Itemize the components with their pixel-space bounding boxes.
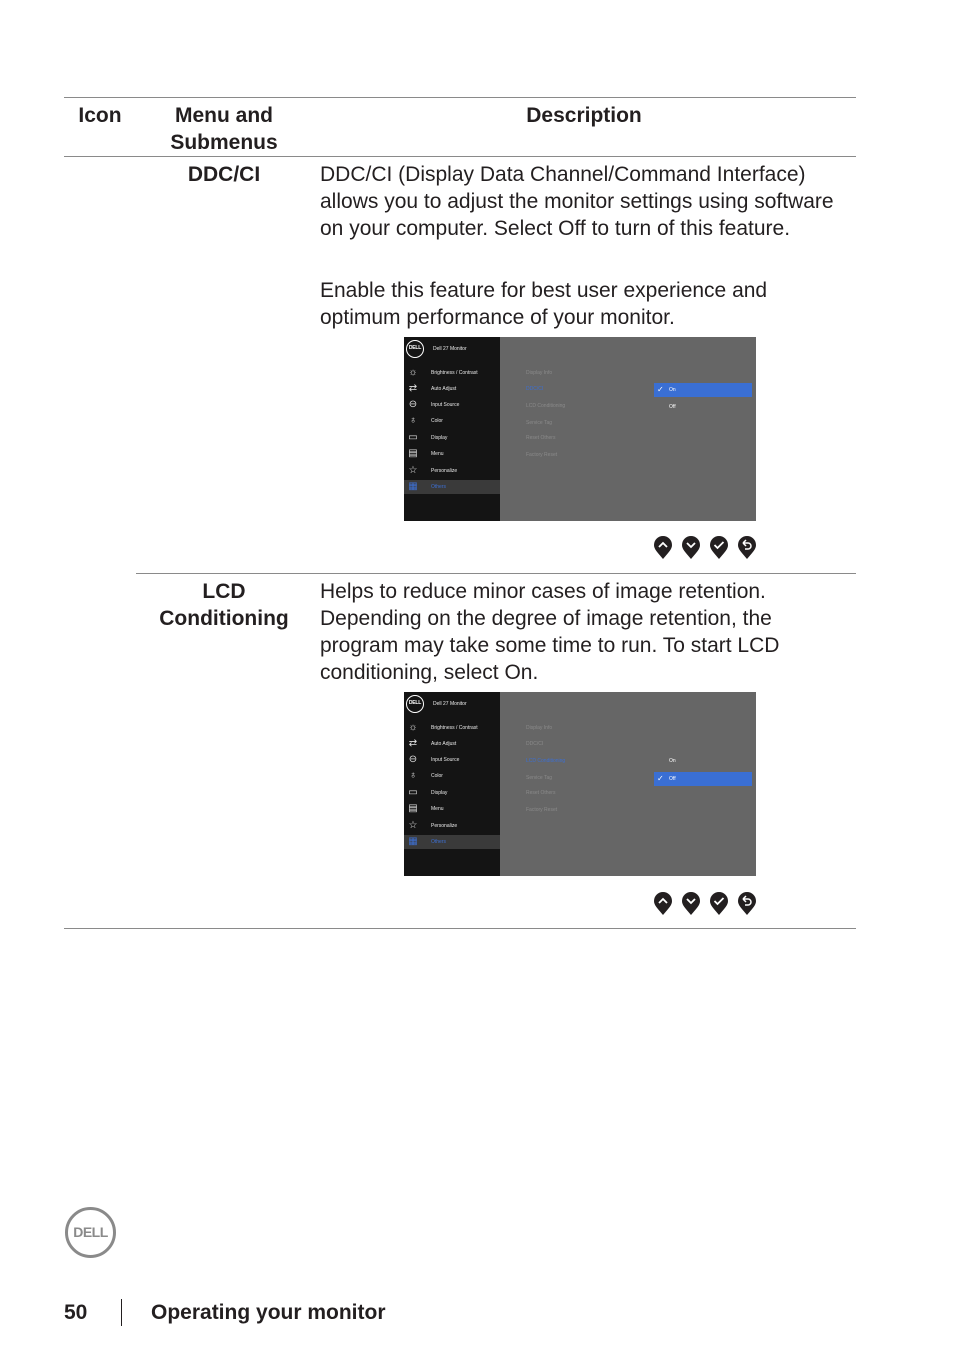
footer-separator xyxy=(121,1299,122,1326)
menu-lcd-conditioning xyxy=(139,578,309,632)
osd-item-input-source[interactable]: ⊖ Input Source xyxy=(408,399,460,410)
input-source-icon: ⊖ xyxy=(408,754,418,765)
menu-icon: ▤ xyxy=(408,448,418,459)
dell-logo: DELL xyxy=(65,1207,116,1258)
osd-item-menu[interactable]: ▤ Menu xyxy=(408,448,444,459)
osd-item-brightness-contrast[interactable]: ☼ Brightness / Contrast xyxy=(408,367,478,378)
menu-lcd-conditioning-line2: Conditioning xyxy=(159,607,289,630)
osd-item-menu[interactable]: ▤ Menu xyxy=(408,803,444,814)
osd-item-personalize[interactable]: ☆ Personalize xyxy=(408,465,458,476)
up-button-icon xyxy=(653,892,673,916)
color-icon: ♁ xyxy=(409,415,417,426)
ok-button-icon xyxy=(709,892,729,916)
osd-option-on[interactable]: On xyxy=(669,758,676,764)
menu-ddc-ci: DDC/CI xyxy=(187,163,261,186)
chapter-title: Operating your monitor xyxy=(151,1301,386,1324)
ddc-ci-description-1: DDC/CI (Display Data Channel/Command Interface) allows you to adjust the monitor settings using software on your computer. Select Off to turn of this feature. xyxy=(320,163,834,240)
osd-sub-ddc-ci[interactable]: DDC/CI xyxy=(526,741,544,747)
osd-item-others[interactable]: ▦ Others xyxy=(404,835,500,849)
auto-adjust-icon: ⇄ xyxy=(408,383,418,394)
row-divider xyxy=(136,573,856,574)
check-icon: ✓ xyxy=(657,774,664,783)
color-icon: ♁ xyxy=(409,770,417,781)
table-bottom-rule xyxy=(64,928,856,929)
osd-sub-ddc-ci[interactable]: DDC/CI xyxy=(526,386,544,392)
osd-item-input-source[interactable]: ⊖ Input Source xyxy=(408,754,460,765)
osd-option-off[interactable]: Off xyxy=(669,404,676,410)
back-button-icon xyxy=(737,892,757,916)
joystick-nav-icons xyxy=(653,892,757,916)
others-icon: ▦ xyxy=(408,836,418,847)
ok-button-icon xyxy=(709,536,729,560)
dell-logo: DELL xyxy=(406,340,424,358)
osd-option-off[interactable]: ✓ Off xyxy=(654,772,752,786)
osd-sidebar xyxy=(404,692,500,876)
menu-icon: ▤ xyxy=(408,803,418,814)
osd-sub-factory-reset[interactable]: Factory Reset xyxy=(526,452,558,458)
star-icon: ☆ xyxy=(408,465,418,476)
down-button-icon xyxy=(681,536,701,560)
osd-screenshot-lcd-conditioning xyxy=(404,692,756,876)
joystick-nav-icons xyxy=(653,536,757,560)
osd-item-others[interactable]: ▦ Others xyxy=(404,480,500,494)
header-bottom-rule xyxy=(64,156,856,157)
osd-item-brightness-contrast[interactable]: ☼ Brightness / Contrast xyxy=(408,722,478,733)
osd-item-color[interactable]: ♁ Color xyxy=(404,769,500,783)
dell-logo: DELL xyxy=(406,695,424,713)
osd-sub-lcd-conditioning[interactable]: LCD Conditioning xyxy=(526,403,566,409)
osd-item-color[interactable]: ♁ Color xyxy=(404,414,500,428)
table-top-rule xyxy=(64,97,856,98)
osd-sidebar xyxy=(404,337,500,521)
header-description: Description xyxy=(526,104,642,127)
header-icon: Icon xyxy=(78,104,122,127)
osd-sub-display-info[interactable]: Display Info xyxy=(526,370,553,376)
input-source-icon: ⊖ xyxy=(408,399,418,410)
osd-item-auto-adjust[interactable]: ⇄ Auto Adjust xyxy=(408,738,457,749)
osd-sub-reset-others[interactable]: Reset Others xyxy=(526,790,556,796)
menu-lcd-conditioning-line1: LCD xyxy=(202,580,246,603)
down-button-icon xyxy=(681,892,701,916)
ddc-ci-description-2: Enable this feature for best user experience and optimum performance of your monitor. xyxy=(320,279,768,329)
up-button-icon xyxy=(653,536,673,560)
display-icon: ▭ xyxy=(408,432,418,443)
osd-sub-service-tag[interactable]: Service Tag xyxy=(526,775,553,781)
osd-item-personalize[interactable]: ☆ Personalize xyxy=(408,820,458,831)
page-number: 50 xyxy=(64,1301,88,1324)
osd-screenshot-ddc-ci xyxy=(404,337,756,521)
osd-item-display[interactable]: ▭ Display xyxy=(408,787,448,798)
brightness-icon: ☼ xyxy=(408,722,418,733)
check-icon: ✓ xyxy=(657,385,664,394)
lcd-conditioning-description: Helps to reduce minor cases of image retention. Depending on the degree of image retention, the program may take some time to run. To start LCD conditioning, select On. xyxy=(320,580,780,684)
brightness-icon: ☼ xyxy=(408,367,418,378)
osd-sub-display-info[interactable]: Display Info xyxy=(526,725,553,731)
osd-sub-factory-reset[interactable]: Factory Reset xyxy=(526,807,558,813)
osd-title: Dell 27 Monitor xyxy=(433,346,467,352)
star-icon: ☆ xyxy=(408,820,418,831)
auto-adjust-icon: ⇄ xyxy=(408,738,418,749)
others-icon: ▦ xyxy=(408,481,418,492)
osd-option-on[interactable]: ✓ On xyxy=(654,383,752,397)
osd-title: Dell 27 Monitor xyxy=(433,701,467,707)
osd-sub-lcd-conditioning[interactable]: LCD Conditioning xyxy=(526,758,566,764)
back-button-icon xyxy=(737,536,757,560)
osd-item-display[interactable]: ▭ Display xyxy=(408,432,448,443)
osd-sub-reset-others[interactable]: Reset Others xyxy=(526,435,556,441)
header-menu-and-submenus: Menu and Submenus xyxy=(170,104,278,154)
osd-sub-service-tag[interactable]: Service Tag xyxy=(526,420,553,426)
display-icon: ▭ xyxy=(408,787,418,798)
osd-item-auto-adjust[interactable]: ⇄ Auto Adjust xyxy=(408,383,457,394)
